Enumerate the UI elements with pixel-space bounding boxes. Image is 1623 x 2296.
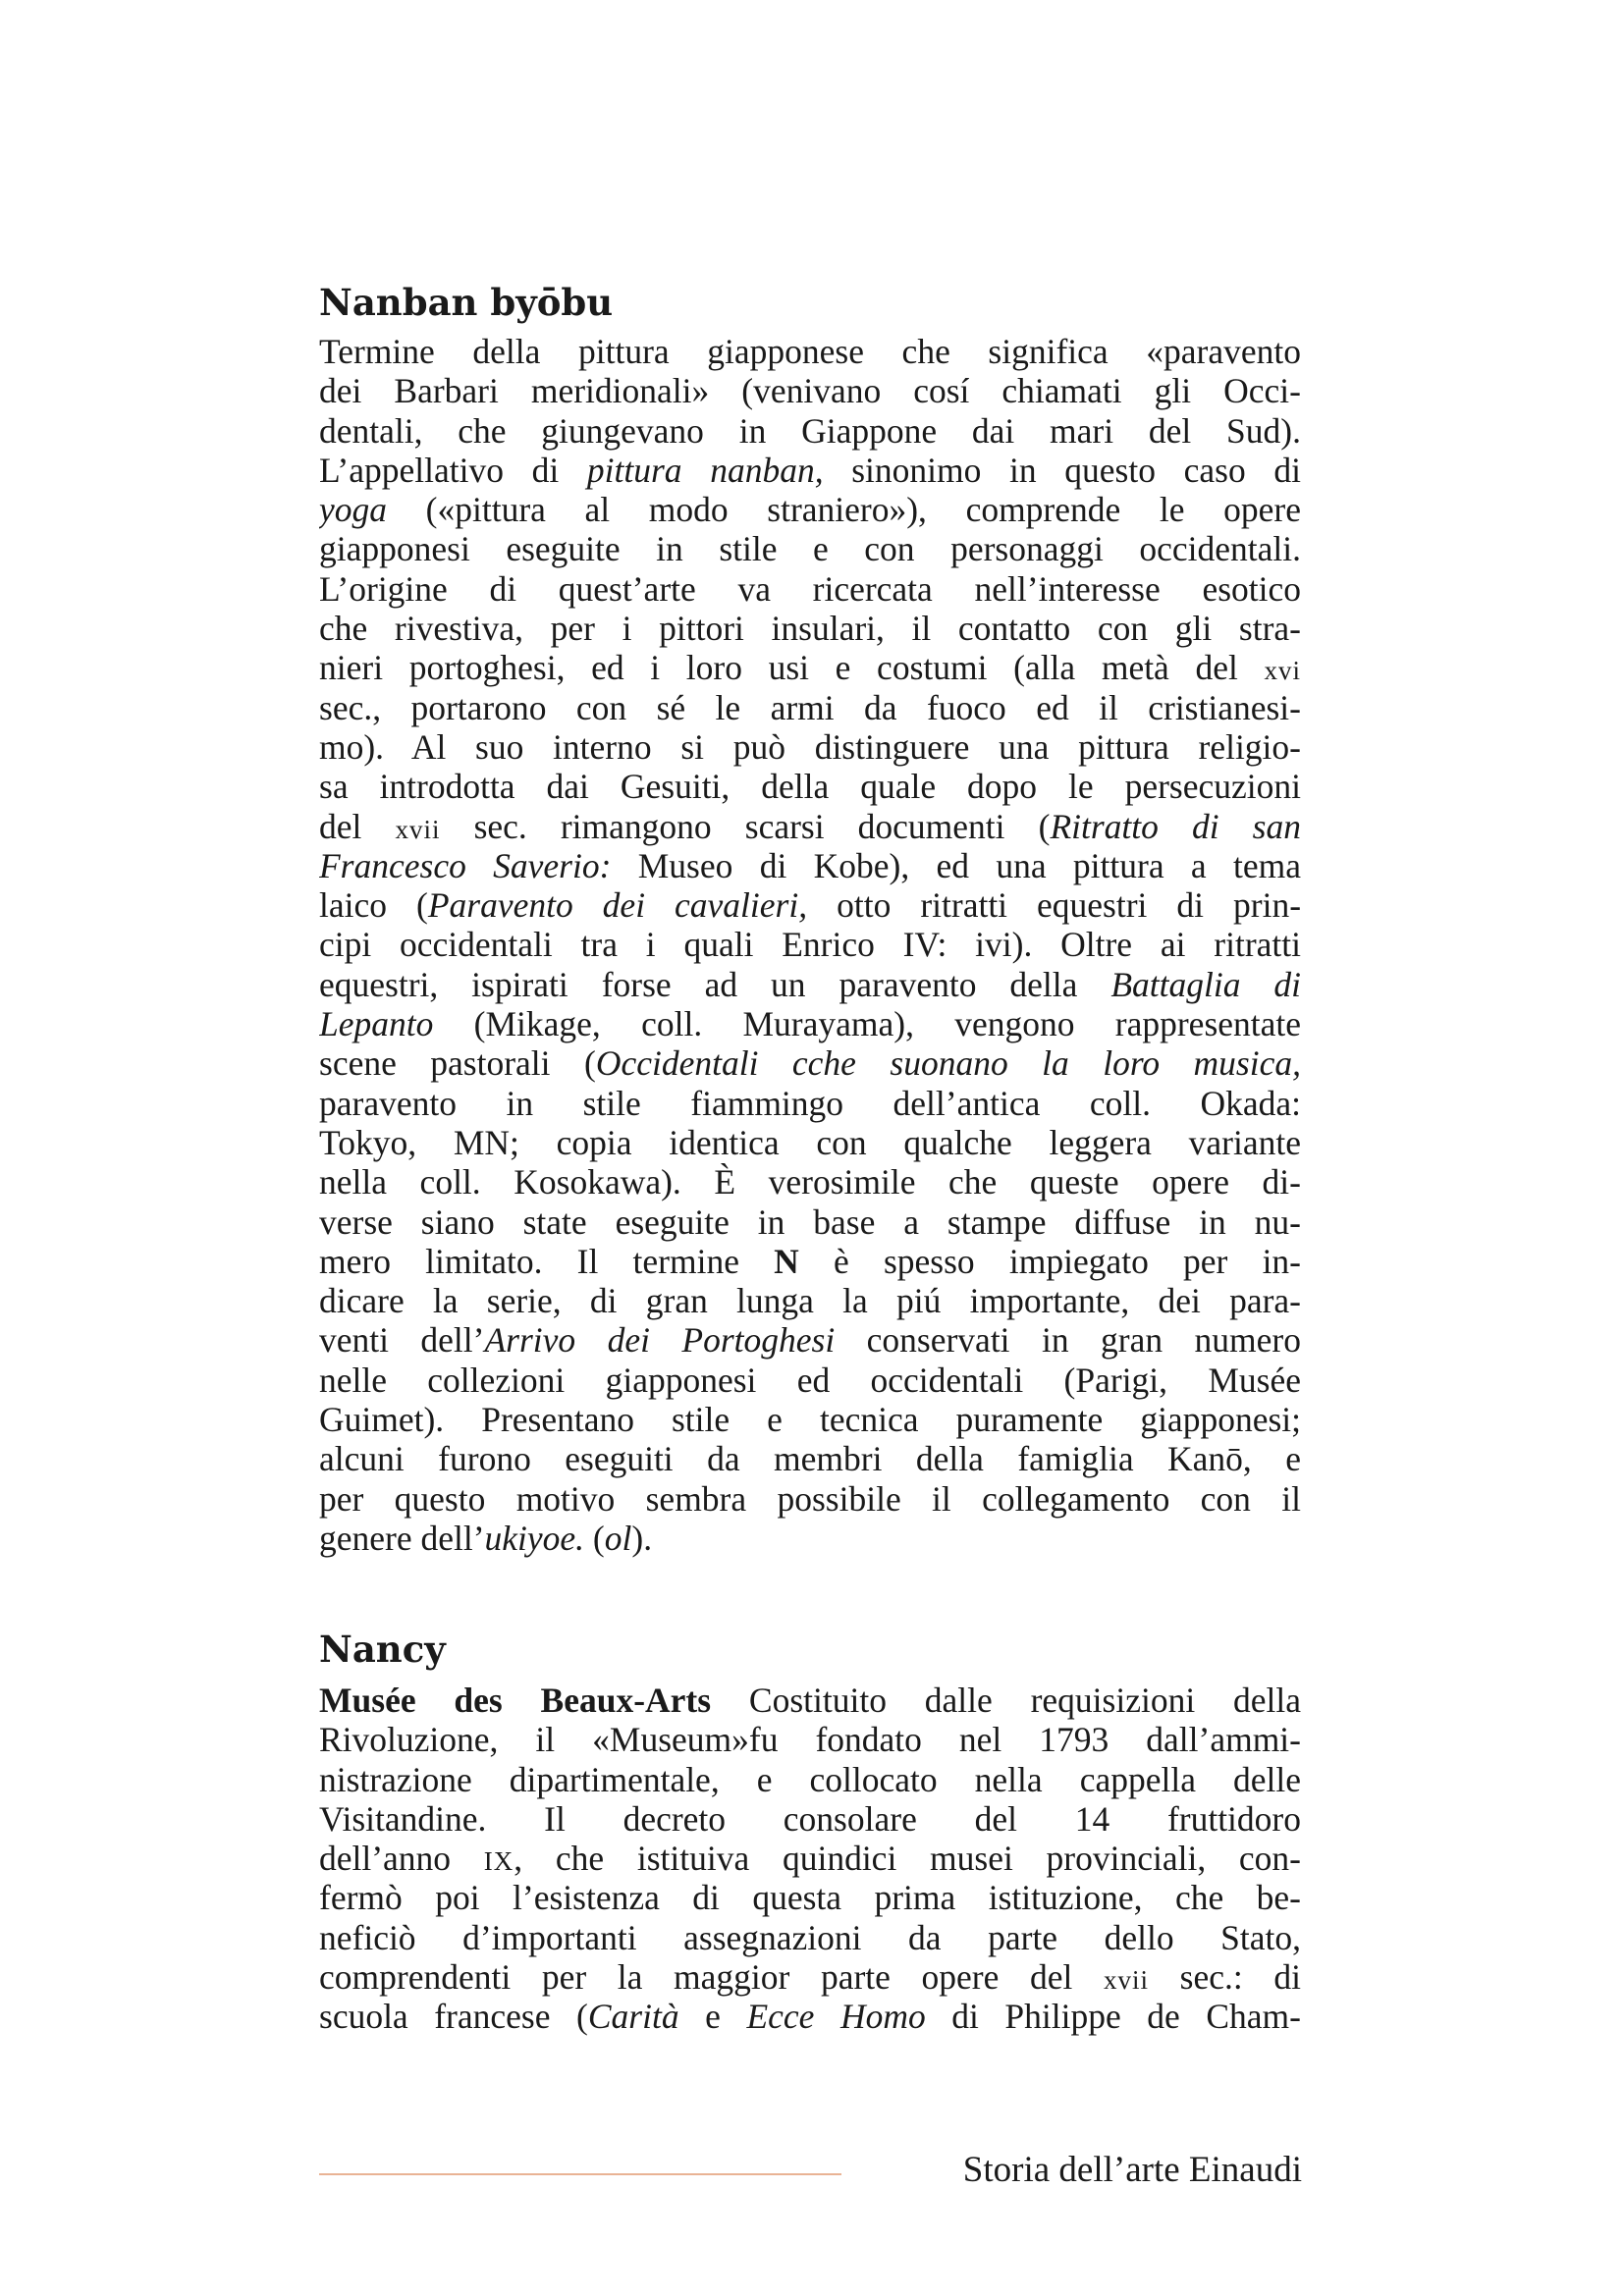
text-line: scuola francese (Carità e Ecce Homo di Philippe de Cham- xyxy=(319,1997,1301,2037)
text-line: dell’anno IX, che istituiva quindici musei provinciali, con- xyxy=(319,1839,1301,1879)
text-line: mo). Al suo interno si può distinguere una pittura religio- xyxy=(319,726,1301,767)
text-line: equestri, ispirati forse ad un paravento della Battaglia di xyxy=(319,964,1301,1004)
text-line: Termine della pittura giapponese che significa «paravento xyxy=(319,332,1301,371)
text-line: alcuni furono eseguiti da membri della famiglia Kanō, e xyxy=(319,1439,1301,1479)
text-line: venti dell’Arrivo dei Portoghesi conservati in gran numero xyxy=(319,1320,1301,1361)
text-line: nelle collezioni giapponesi ed occidentali (Parigi, Musée xyxy=(319,1360,1301,1400)
text-line: laico (Paravento dei cavalieri, otto ritratti equestri di prin- xyxy=(319,885,1301,926)
text-line: Rivoluzione, il «Museum»fu fondato nel 1793 dall’ammi- xyxy=(319,1720,1301,1760)
footer-publisher-label: Storia dell’arte Einaudi xyxy=(962,2150,1302,2190)
text-line: dicare la serie, di gran lunga la piú importante, dei para- xyxy=(319,1281,1301,1321)
text-line: sec., portarono con sé le armi da fuoco ed il cristianesi- xyxy=(319,687,1301,727)
text-line: neficiò d’importanti assegnazioni da parte dello Stato, xyxy=(319,1917,1301,1957)
text-line: dentali, che giungevano in Giappone dai mari del Sud). xyxy=(319,410,1301,451)
text-line: Visitandine. Il decreto consolare del 14 fruttidoro xyxy=(319,1798,1301,1839)
text-line: fermò poi l’esistenza di questa prima istituzione, che be- xyxy=(319,1878,1301,1918)
text-line: L’appellativo di pittura nanban, sinonimo in questo caso di xyxy=(319,450,1301,490)
text-line: per questo motivo sembra possibile il collegamento con il xyxy=(319,1478,1301,1519)
text-line: yoga («pittura al modo straniero»), comprende le opere xyxy=(319,490,1301,530)
text-line: Guimet). Presentano stile e tecnica puramente giapponesi; xyxy=(319,1400,1301,1440)
text-line: comprendenti per la maggior parte opere del xvii sec.: di xyxy=(319,1957,1301,1998)
text-line: Musée des Beaux-Arts Costituito dalle requisizioni della xyxy=(319,1681,1301,1720)
entry-title-nanban-byobu: Nanban byōbu xyxy=(319,281,614,324)
text-line: del xvii sec. rimangono scarsi documenti (Ritratto di san xyxy=(319,806,1301,846)
text-line: Tokyo, MN; copia identica con qualche leggera variante xyxy=(319,1122,1301,1162)
text-line: nistrazione dipartimentale, e collocato nella cappella delle xyxy=(319,1759,1301,1799)
entry-body-nancy xyxy=(319,1681,1301,2037)
text-line: sa introdotta dai Gesuiti, della quale dopo le persecuzioni xyxy=(319,767,1301,807)
entry-title-nancy: Nancy xyxy=(319,1628,446,1671)
text-line: Francesco Saverio: Museo di Kobe), ed una pittura a tema xyxy=(319,845,1301,885)
text-line: mero limitato. Il termine N è spesso impiegato per in- xyxy=(319,1241,1301,1281)
text-line: scene pastorali (Occidentali cche suonano la loro musica, xyxy=(319,1043,1301,1084)
text-line: Lepanto (Mikage, coll. Murayama), vengono rappresentate xyxy=(319,1004,1301,1044)
text-line: genere dell’ukiyoe. (ol). xyxy=(319,1518,653,1558)
text-line: nella coll. Kosokawa). È verosimile che queste opere di- xyxy=(319,1162,1301,1202)
text-line: dei Barbari meridionali» (venivano cosí chiamati gli Occi- xyxy=(319,371,1301,411)
text-line: cipi occidentali tra i quali Enrico IV: ivi). Oltre ai ritratti xyxy=(319,925,1301,965)
text-line: giapponesi eseguite in stile e con personaggi occidentali. xyxy=(319,529,1301,569)
text-line: paravento in stile fiammingo dell’antica coll. Okada: xyxy=(319,1083,1301,1123)
text-line: L’origine di quest’arte va ricercata nell’interesse esotico xyxy=(319,568,1301,609)
text-line: verse siano state eseguite in base a stampe diffuse in nu- xyxy=(319,1201,1301,1242)
text-line: che rivestiva, per i pittori insulari, il contatto con gli stra- xyxy=(319,609,1301,649)
entry-body-nanban-byobu xyxy=(319,332,1301,1558)
text-line: nieri portoghesi, ed i loro usi e costumi (alla metà del xvi xyxy=(319,648,1301,688)
footer-divider xyxy=(319,2173,841,2175)
